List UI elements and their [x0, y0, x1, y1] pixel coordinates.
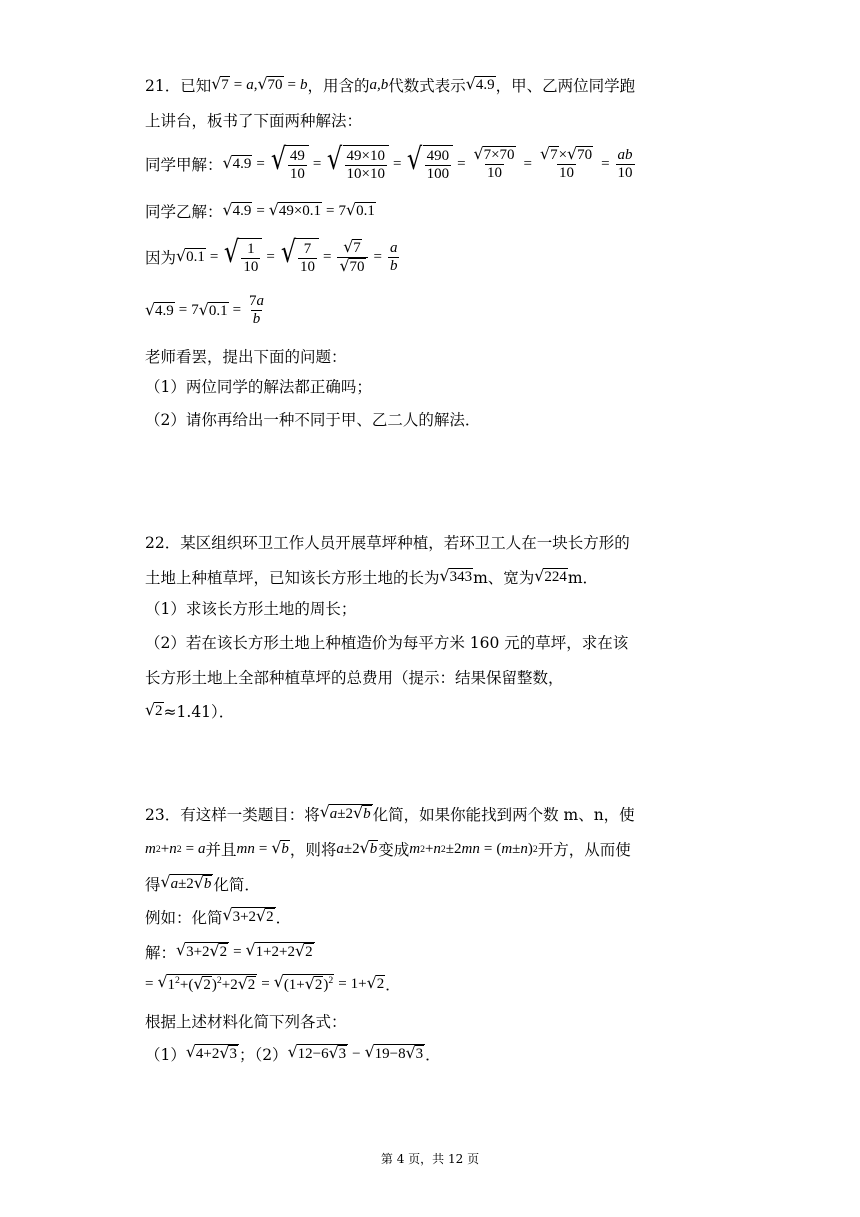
- q21-line2: 上讲台，板书了下面两种解法：: [145, 112, 363, 130]
- q21-result: [145, 293, 268, 329]
- q21-given: √ 7 = a , √ 70 = b: [211, 73, 308, 93]
- q21-part1: （1）两位同学的解法都正确吗；: [145, 378, 372, 396]
- q23-parts: （1） √ 4+2 √ 3 ；（2） √ 12−6 √ 3 − √ 19−8 √ 3 ．: [145, 1042, 441, 1064]
- page-footer: 第 4 页，共 12 页: [380, 1152, 480, 1166]
- q21-teacher: 老师看罢，提出下面的问题：: [145, 348, 347, 366]
- q23-cond1: m 2 + n 2 = a: [145, 840, 206, 857]
- q21-ab: a,b: [369, 76, 389, 93]
- q22-width: √ 224: [534, 565, 567, 585]
- q21-sqrt49: √ 4.9: [465, 73, 495, 93]
- q21-yi-formula: √ 4.9 = √ 49×0.1 = 7 √ 0.1: [222, 199, 375, 219]
- q22-length: √ 343: [439, 565, 473, 585]
- q23-line1: 23．有这样一类题目：将 √ a±2 √ b 化简，如果你能找到两个数 m、n，使: [145, 802, 635, 824]
- q23-line2: m 2 + n 2 = a 并且 mn = √ b ，则将 a ±2 √ b 变成 m 2 + n 2 ±2 mn = ( m ± n ) 2 开方，从而使: [145, 837, 631, 859]
- q21-jia-solution: 同学甲解： √ 4.9 = √ $\frac{49}{10}$ = √ $\frac{49\times 10}{10\times 10}$ = √ $\frac{490}{100}$ = √ 7×70 10 = √ 7 × √ 70 10 = $\frac{ab}{10}$: [145, 145, 637, 184]
- q23-expr: √ a±2 √ b: [319, 802, 371, 823]
- q22-line2: 土地上种植草坪，已知该长方形土地的长为 √ 343 m、宽为 √ 224 m．: [145, 565, 599, 587]
- q22-part1: （1）求该长方形土地的周长；: [145, 600, 357, 618]
- q23-example-expr: √ 3+2 √ 2: [222, 905, 274, 926]
- q23-part2-expr: √ 12−6 √ 3 − √ 19−8 √ 3: [287, 1042, 424, 1063]
- q23-part1-expr: √ 4+2 √ 3: [185, 1042, 237, 1063]
- q21-because: 因为 √ 0.1 = √ $\frac{1}{10}$ = √ $\frac{7}{10}$ = √ 7 √ 70 = $\frac{a}{b}$: [145, 238, 401, 277]
- q23-cond2: mn = √ b: [236, 837, 289, 857]
- q21-line1: 21．已知 √ 7 = a , √ 70 = b ，用含的 a,b 代数式表示 √ 4.9 ，甲、乙两位同学跑: [145, 73, 636, 95]
- q22-sqrt2: √ 2: [145, 699, 163, 719]
- q21-because-formula: √ 0.1 = √ $\frac{1}{10}$ = √ $\frac{7}{10}$ = √ 7 √ 70 = $\frac{a}{b}$: [176, 235, 398, 276]
- q23-solve2: = √ $1^2+$( √ 2 )$^2$+2 √ 2 = √ (1+ √ 2 )$^2$ = 1+ √ 2 ．: [145, 972, 401, 994]
- q23-square: m 2 + n 2 ±2 mn = ( m ± n ) 2: [409, 840, 538, 857]
- q22-part2-cont: 长方形土地上全部种植草坪的总费用（提示：结果保留整数，: [145, 669, 564, 687]
- q21-result-formula: √ 4.9 = 7 √ 0.1 = $\frac{7a}{b}$: [145, 293, 265, 328]
- q23-solve1: 解： √ 3+2 √ 2 = √ 1+2+2 √ 2: [145, 940, 313, 962]
- q23-line3: 得 √ a±2 √ b 化简．: [145, 872, 260, 894]
- q21-part2: （2）请你再给出一种不同于甲、乙二人的解法．: [145, 411, 481, 429]
- q23-example: 例如：化简 √ 3+2 √ 2 ．: [145, 905, 292, 927]
- q21-jia-formula: √ 4.9 = √ $\frac{49}{10}$ = √ $\frac{49\times 10}{10\times 10}$ = √ $\frac{490}{100}$ = √ 7×70 10 = √ 7 × √ 70 10 = $\frac{ab}{10}$: [222, 142, 633, 183]
- q22-line1: 22．某区组织环卫工作人员开展草坪种植，若环卫工人在一块长方形的: [145, 534, 630, 552]
- q21-yi-solution: 同学乙解： √ 4.9 = √ 49×0.1 = 7 √ 0.1: [145, 199, 375, 221]
- q23-material: 根据上述材料化简下列各式：: [145, 1013, 347, 1031]
- q22-part2: （2）若在该长方形土地上种植造价为每平方米 160 元的草坪，求在该: [145, 634, 629, 652]
- q21-intro: 21．已知: [145, 77, 212, 95]
- q22-hint: √ 2 ≈1.41）．: [145, 699, 235, 721]
